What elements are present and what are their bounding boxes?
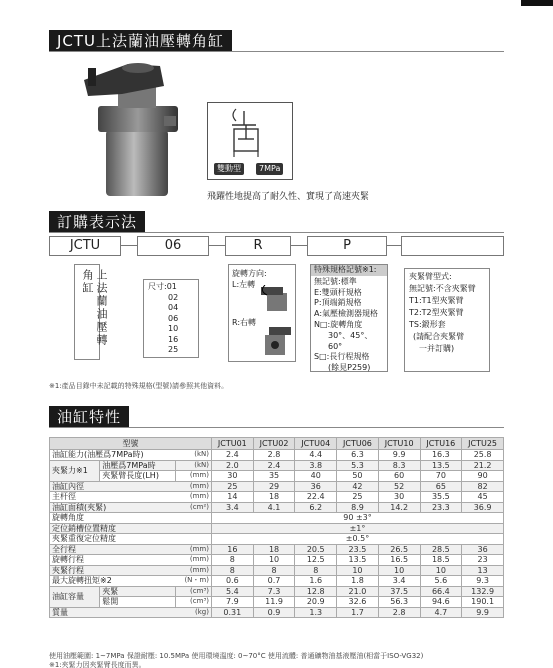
table-cell: 132.9 xyxy=(462,586,504,597)
spec-footnote: 使用油壓範圍: 1~7MPa 保證耐壓: 10.5MPa 使用環境溫度: 0~70°C 使用流體: 普通礦物油基液壓油(相當于ISO-VG32) xyxy=(49,652,424,660)
table-cell: 3.8 xyxy=(295,460,337,471)
table-row xyxy=(50,565,504,576)
table-cell: 13.5 xyxy=(420,460,462,471)
row-label: 夾緊力※1 xyxy=(50,460,100,481)
table-cell: 9.9 xyxy=(462,607,504,618)
size-list-item: 02 xyxy=(168,292,179,302)
spanning-value: ±1° xyxy=(211,523,503,534)
table-cell: 7.9 xyxy=(211,597,253,608)
table-cell: 0.9 xyxy=(253,607,295,618)
table-cell: 28.5 xyxy=(420,544,462,555)
table-cell: 2.8 xyxy=(378,607,420,618)
table-cell: 8 xyxy=(253,565,295,576)
table-cell: 36.9 xyxy=(462,502,504,513)
table-row xyxy=(50,471,504,482)
table-row xyxy=(50,607,504,618)
table-cell: 70 xyxy=(420,471,462,482)
row-unit: (mm) xyxy=(176,481,212,492)
table-cell: 4.4 xyxy=(295,450,337,461)
table-cell: 66.4 xyxy=(420,586,462,597)
table-cell: 14 xyxy=(211,492,253,503)
table-cell: 13 xyxy=(462,565,504,576)
table-cell: 5.4 xyxy=(211,586,253,597)
table-cell: 0.6 xyxy=(211,576,253,587)
table-cell: 10 xyxy=(253,555,295,566)
arm-type-item: 無記號:不含夾緊臂 xyxy=(409,284,476,293)
table-cell: 8 xyxy=(295,565,337,576)
table-cell: 22.4 xyxy=(295,492,337,503)
table-cell: 18 xyxy=(253,492,295,503)
table-cell: 20.9 xyxy=(295,597,337,608)
special-spec-item: N□:旋轉角度 xyxy=(314,319,363,329)
table-cell: 8 xyxy=(211,565,253,576)
table-cell: 36 xyxy=(462,544,504,555)
size-list-item: 04 xyxy=(168,303,179,312)
model-name: 上法蘭油壓轉角缸 xyxy=(81,269,108,347)
table-row xyxy=(50,460,504,471)
spec-table xyxy=(49,437,504,618)
table-row xyxy=(50,534,504,545)
table-cell: 18.5 xyxy=(420,555,462,566)
rotation-left: L:左轉 xyxy=(232,280,256,289)
table-cell: 42 xyxy=(337,481,379,492)
model-column-header: JCTU16 xyxy=(420,438,462,450)
table-cell: 12.5 xyxy=(295,555,337,566)
row-sublabel: 夾緊 xyxy=(100,586,176,597)
special-spec-item: 30°、45°、60° xyxy=(328,330,373,351)
arm-type-item: T2:T2型夾緊臂 xyxy=(409,308,464,317)
table-cell: 13.5 xyxy=(337,555,379,566)
table-cell: 18 xyxy=(253,544,295,555)
table-row xyxy=(50,586,504,597)
table-cell: 0.31 xyxy=(211,607,253,618)
size-list-item: 25 xyxy=(168,345,179,354)
row-label: 油缸內徑 xyxy=(50,481,176,492)
table-cell: 90 xyxy=(462,471,504,482)
arm-type-item: (請配合夾緊臂 xyxy=(413,332,465,341)
arm-type-title: 夾緊臂型式: xyxy=(409,272,452,281)
order-section-title: 訂購表示法 xyxy=(49,211,145,233)
table-cell: 6.2 xyxy=(295,502,337,513)
table-cell: 1.8 xyxy=(337,576,379,587)
model-column-header: JCTU02 xyxy=(253,438,295,450)
pressure-tag: 7MPa xyxy=(256,163,283,175)
table-cell: 5.6 xyxy=(420,576,462,587)
row-label: 全行程 xyxy=(50,544,176,555)
order-code-size: 06 xyxy=(137,236,209,256)
table-cell: 20.5 xyxy=(295,544,337,555)
row-unit xyxy=(176,523,212,534)
spanning-value: ±0.5° xyxy=(211,534,503,545)
arm-type-item: 一并訂購) xyxy=(419,344,455,353)
table-cell: 190.1 xyxy=(462,597,504,608)
row-label: 油缸容量 xyxy=(50,586,100,607)
spec-section-title: 油缸特性 xyxy=(49,406,129,428)
model-column-header: JCTU10 xyxy=(378,438,420,450)
table-cell: 45 xyxy=(462,492,504,503)
row-sublabel: 夾緊臂長度(LH) xyxy=(100,471,176,482)
table-cell: 37.5 xyxy=(378,586,420,597)
rotation-right: R:右轉 xyxy=(232,318,257,327)
table-cell: 8 xyxy=(211,555,253,566)
row-sublabel: 鬆開 xyxy=(100,597,176,608)
model-column-header: JCTU25 xyxy=(462,438,504,450)
feature-text: 飛躍性地提高了耐久性、實現了高速夾緊 xyxy=(207,192,370,202)
table-row xyxy=(50,544,504,555)
table-cell: 29 xyxy=(253,481,295,492)
table-cell: 65 xyxy=(420,481,462,492)
table-cell: 7.3 xyxy=(253,586,295,597)
row-label: 質量 xyxy=(50,607,176,618)
model-column-header: JCTU04 xyxy=(295,438,337,450)
table-cell: 8.9 xyxy=(337,502,379,513)
table-cell: 35 xyxy=(253,471,295,482)
table-cell: 10 xyxy=(337,565,379,576)
special-spec-item: (餘見P259) xyxy=(328,363,371,373)
table-cell: 16.3 xyxy=(420,450,462,461)
special-spec-item: 無記號:標準 xyxy=(314,276,357,286)
left-rotation-icon xyxy=(259,285,293,313)
row-label: 最大旋轉扭矩※2 xyxy=(50,576,176,587)
table-cell: 21.2 xyxy=(462,460,504,471)
product-photo xyxy=(78,60,188,200)
code-dash xyxy=(387,245,401,246)
spec-footnote: ※1:夾緊力因夾緊臂長度而異。 xyxy=(49,661,146,668)
table-cell: 82 xyxy=(462,481,504,492)
size-box xyxy=(143,279,199,358)
table-cell: 3.4 xyxy=(378,576,420,587)
row-label: 油缸面積(夾緊) xyxy=(50,502,176,513)
table-cell: 11.9 xyxy=(253,597,295,608)
row-unit: (kg) xyxy=(176,607,212,618)
row-unit: (mm) xyxy=(176,544,212,555)
rotation-title: 旋轉方向: xyxy=(232,269,267,278)
model-name-box xyxy=(74,264,108,360)
order-code-special: P xyxy=(307,236,387,256)
hydraulic-symbol-box xyxy=(207,102,293,180)
row-unit: (cm²) xyxy=(176,502,212,513)
table-cell: 3.4 xyxy=(211,502,253,513)
table-cell: 1.3 xyxy=(295,607,337,618)
arm-type-item: T1:T1型夾緊臂 xyxy=(409,296,464,305)
table-cell: 2.4 xyxy=(253,460,295,471)
table-cell: 50 xyxy=(337,471,379,482)
double-acting-symbol-icon xyxy=(208,103,292,159)
size-list-item: 16 xyxy=(168,334,179,344)
special-spec-item: P:頂端銷規格 xyxy=(314,298,362,308)
order-title-underline xyxy=(49,232,504,233)
model-column-header: JCTU01 xyxy=(211,438,253,450)
table-cell: 8.3 xyxy=(378,460,420,471)
table-cell: 32.6 xyxy=(337,597,379,608)
row-unit: (N・m) xyxy=(176,576,212,587)
table-row xyxy=(50,513,504,524)
order-code-rotation: R xyxy=(225,236,291,256)
model-column-header: JCTU06 xyxy=(337,438,379,450)
table-cell: 1.6 xyxy=(295,576,337,587)
table-row xyxy=(50,492,504,503)
corner-decoration xyxy=(521,0,553,6)
table-cell: 10 xyxy=(420,565,462,576)
table-cell: 16.5 xyxy=(378,555,420,566)
title-underline xyxy=(49,51,504,52)
page-title: JCTU上法蘭油壓轉角缸 xyxy=(49,30,232,52)
table-row xyxy=(50,523,504,534)
table-cell: 35.5 xyxy=(420,492,462,503)
row-label: 主杆徑 xyxy=(50,492,176,503)
row-unit: (kN) xyxy=(176,460,212,471)
table-cell: 25 xyxy=(337,492,379,503)
size-list-item: 06 xyxy=(168,313,179,323)
table-cell: 94.6 xyxy=(420,597,462,608)
row-unit: (mm) xyxy=(176,565,212,576)
row-label: 油缸能力(油壓爲7MPa時) xyxy=(50,450,176,461)
order-code-arm xyxy=(401,236,504,256)
table-cell: 14.2 xyxy=(378,502,420,513)
row-unit: (kN) xyxy=(176,450,212,461)
row-label: 夾緊行程 xyxy=(50,565,176,576)
table-row xyxy=(50,481,504,492)
rotation-box xyxy=(228,264,296,362)
size-label: 尺寸: xyxy=(148,282,167,291)
table-cell: 12.8 xyxy=(295,586,337,597)
table-row xyxy=(50,555,504,566)
row-unit: (mm) xyxy=(176,492,212,503)
table-cell: 40 xyxy=(295,471,337,482)
code-dash xyxy=(291,245,307,246)
table-row xyxy=(50,576,504,587)
special-spec-title: 特殊規格記號※1: xyxy=(311,265,387,276)
table-cell: 25 xyxy=(211,481,253,492)
order-code-model: JCTU xyxy=(49,236,121,256)
table-cell: 16 xyxy=(211,544,253,555)
table-cell: 10 xyxy=(378,565,420,576)
order-footnote: ※1:產品目錄中未記載的特殊規格(型號)請參照其他資料。 xyxy=(49,382,229,390)
table-cell: 1.7 xyxy=(337,607,379,618)
table-cell: 2.4 xyxy=(211,450,253,461)
row-label: 定位銷槽位置精度 xyxy=(50,523,176,534)
table-cell: 4.1 xyxy=(253,502,295,513)
table-cell: 60 xyxy=(378,471,420,482)
table-cell: 2.8 xyxy=(253,450,295,461)
row-unit: (cm³) xyxy=(176,586,212,597)
special-spec-box xyxy=(310,264,388,372)
special-spec-item: S□:長行程規格 xyxy=(314,352,370,362)
table-cell: 23.3 xyxy=(420,502,462,513)
size-list-item: 10 xyxy=(168,324,179,333)
table-cell: 21.0 xyxy=(337,586,379,597)
row-label: 夾緊重復定位精度 xyxy=(50,534,176,545)
table-cell: 0.7 xyxy=(253,576,295,587)
table-cell: 2.0 xyxy=(211,460,253,471)
row-sublabel: 油壓爲7MPa時 xyxy=(100,460,176,471)
special-spec-item: E:雙頭杆規格 xyxy=(314,287,362,297)
table-cell: 6.3 xyxy=(337,450,379,461)
table-cell: 4.7 xyxy=(420,607,462,618)
size-list-item: 01 xyxy=(166,282,177,291)
arm-type-box xyxy=(404,268,490,372)
table-cell: 23 xyxy=(462,555,504,566)
row-unit: (cm³) xyxy=(176,597,212,608)
table-cell: 30 xyxy=(378,492,420,503)
spec-header-row xyxy=(50,438,504,450)
table-cell: 5.3 xyxy=(337,460,379,471)
table-cell: 25.8 xyxy=(462,450,504,461)
table-cell: 36 xyxy=(295,481,337,492)
row-unit xyxy=(176,513,212,524)
table-cell: 30 xyxy=(211,471,253,482)
code-dash xyxy=(209,245,225,246)
row-unit xyxy=(176,534,212,545)
row-unit: (mm) xyxy=(176,471,212,482)
spec-header-label: 型號 xyxy=(50,438,212,450)
code-dash xyxy=(121,245,137,246)
right-rotation-icon xyxy=(259,325,293,357)
table-cell: 9.9 xyxy=(378,450,420,461)
row-label: 旋轉角度 xyxy=(50,513,176,524)
table-cell: 56.3 xyxy=(378,597,420,608)
spec-title-underline xyxy=(49,427,504,428)
table-row xyxy=(50,597,504,608)
row-label: 旋轉行程 xyxy=(50,555,176,566)
table-cell: 26.5 xyxy=(378,544,420,555)
arm-type-item: TS:鍛形套 xyxy=(409,320,446,329)
spanning-value: 90 ±3° xyxy=(211,513,503,524)
table-cell: 9.3 xyxy=(462,576,504,587)
table-cell: 52 xyxy=(378,481,420,492)
table-row xyxy=(50,502,504,513)
table-cell: 23.5 xyxy=(337,544,379,555)
table-row xyxy=(50,450,504,461)
type-tag: 雙動型 xyxy=(214,163,244,175)
special-spec-item: A:氣壓檢測器規格 xyxy=(314,309,379,319)
row-unit: (mm) xyxy=(176,555,212,566)
